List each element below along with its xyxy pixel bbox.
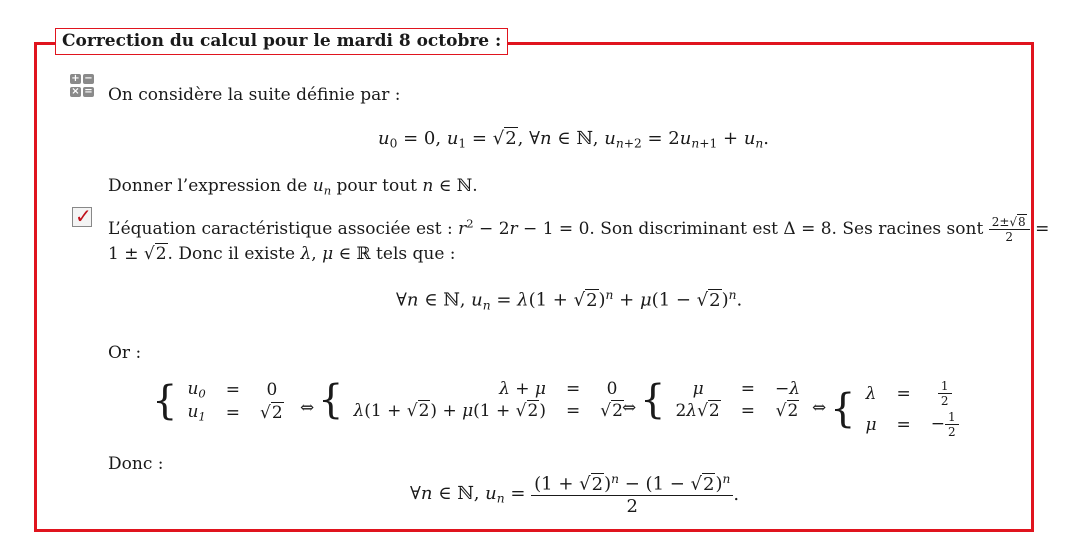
checkmark-icon: ✓ [72, 207, 92, 227]
correction-line-1: L’équation caractéristique associée est : $r^2 - 2r - 1 = 0$. Son discriminant est Δ = 8. Ses racines sont $\frac{2\pm√8}{2}$ = [108, 215, 1050, 244]
equivalence-symbol-2: ⇔ [622, 398, 637, 418]
page-title: Correction du calcul pour le mardi 8 octobre : [55, 28, 508, 55]
equivalence-symbol-1: ⇔ [300, 398, 315, 418]
system-solution: { λ = $\frac{1}{2}$ μ = − $\frac{1}{2}$ [830, 378, 969, 440]
sequence-definition: $u_0 = 0$, $u_1 = √2$, ∀n ∈ ℕ, $u_{n+2} = 2u_{n+1} + u_n$. [378, 128, 770, 151]
correction-line-2: 1 ± √2. Donc il existe λ, μ ∈ ℝ tels que : [108, 244, 456, 264]
system-initial-conditions: { $u_0$ = 0 $u_1$ = √2 [152, 378, 283, 425]
or-label: Or : [108, 343, 142, 363]
correction-frame [34, 42, 1034, 532]
donc-label: Donc : [108, 454, 164, 474]
statement-question: Donner l’expression de $u_n$ pour tout n ∈ ℕ. [108, 176, 478, 198]
general-solution: ∀n ∈ ℕ, $u_n = \lambda(1 + √2)^n + \mu(1 - √2)^n$. [396, 288, 743, 313]
final-formula: ∀n ∈ ℕ, $u_n$ = $\frac{(1 + √2)^n - (1 - √2)^n}{2}$ . [410, 472, 740, 517]
system-lambda-mu: { λ + μ = 0 λ(1 + √2) + μ(1 + √2) = √2 [318, 377, 623, 423]
calculator-icon: + − × = [71, 73, 93, 97]
statement-intro: On considère la suite définie par : [108, 85, 401, 105]
system-simplified: { μ = −λ 2λ√2 = √2 [640, 377, 801, 423]
equivalence-symbol-3: ⇔ [812, 398, 827, 418]
